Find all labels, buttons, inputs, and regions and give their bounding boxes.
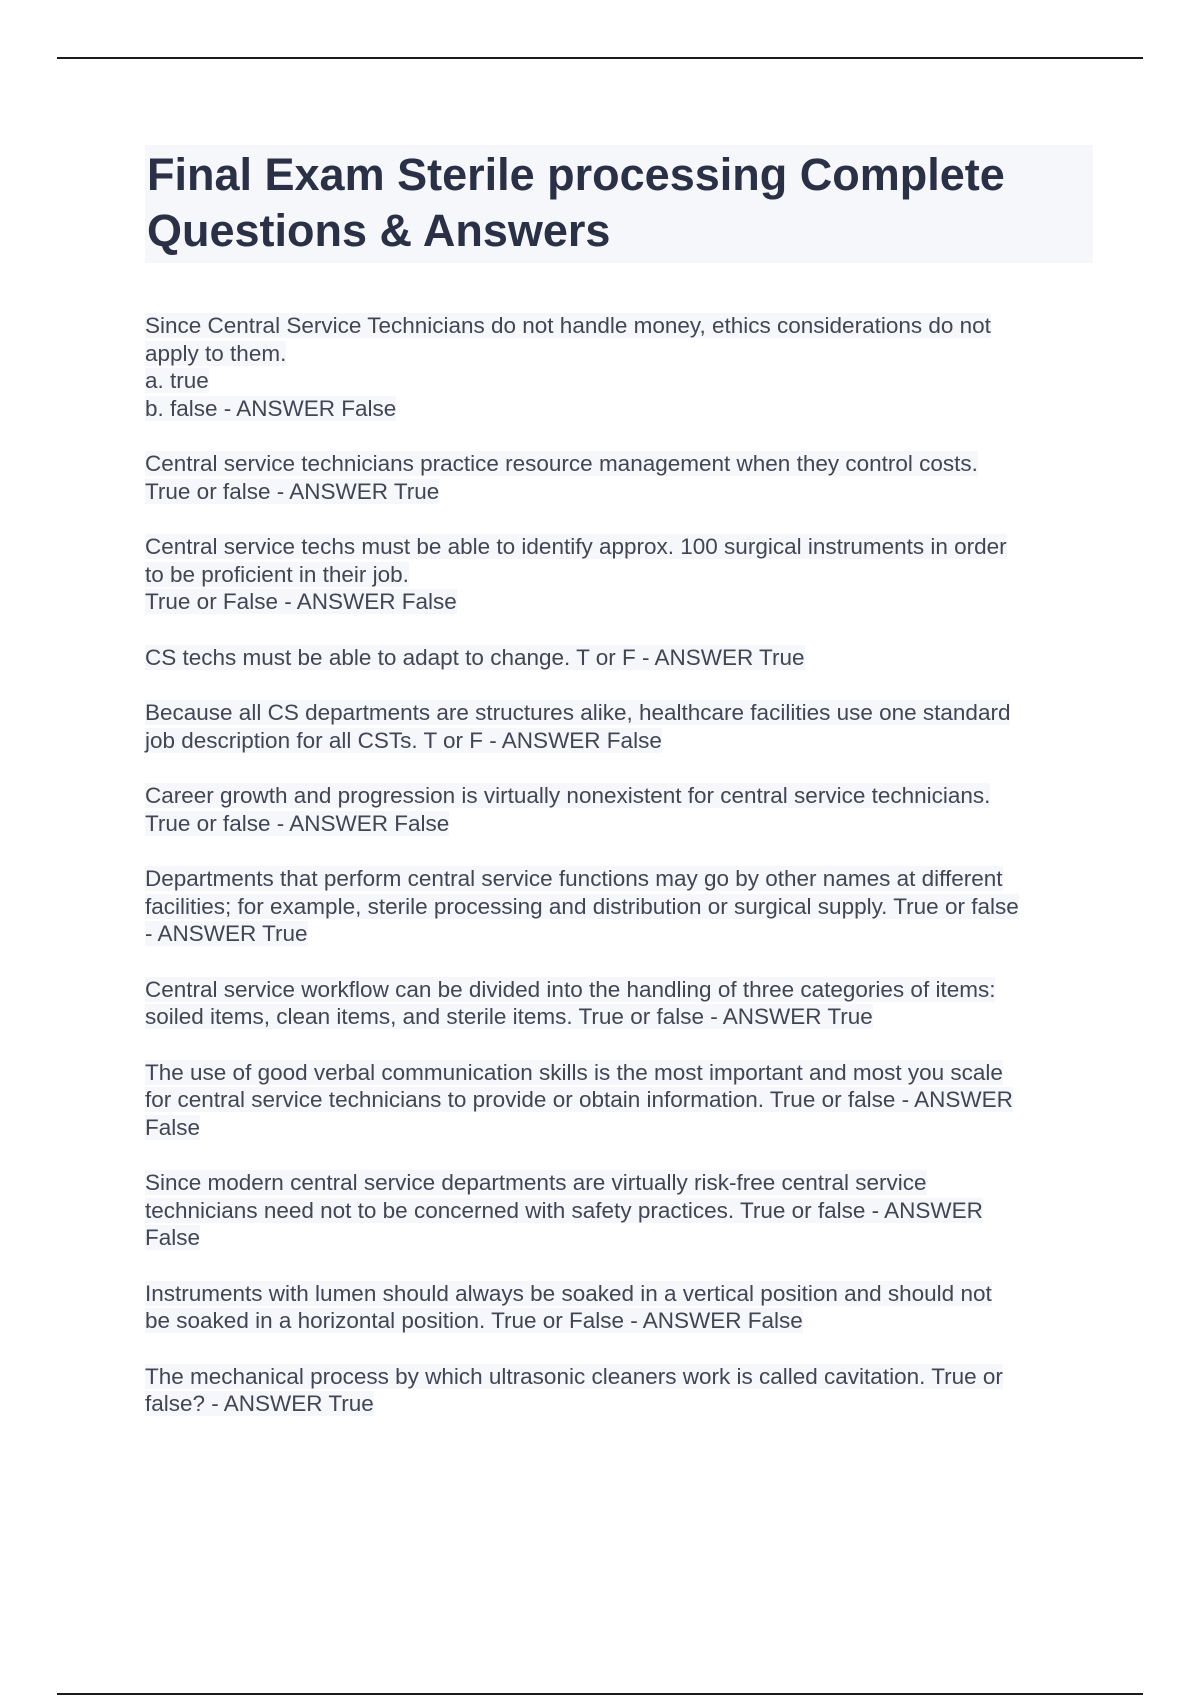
question-text-line xyxy=(145,450,1095,478)
question-text-line xyxy=(145,1307,1095,1335)
question-text: job description for all CSTs. T or F - ANSWER False xyxy=(145,727,662,753)
question-text: True or False - ANSWER False xyxy=(145,589,457,614)
question-answer-item xyxy=(145,1169,1095,1252)
question-text: False xyxy=(145,1225,201,1250)
question-text: The use of good verbal communication skills is the most important and most you scale xyxy=(145,1059,1003,1085)
question-text: Career growth and progression is virtually nonexistent for central service technicians. xyxy=(145,783,991,808)
question-text: Since modern central service departments are virtually risk-free central service xyxy=(145,1170,927,1195)
question-text-line xyxy=(145,1280,1095,1308)
question-text: Central service technicians practice resource management when they control costs. xyxy=(145,451,978,476)
question-text-line xyxy=(145,644,1095,672)
question-text: CS techs must be able to adapt to change. T or F - ANSWER True xyxy=(145,644,805,670)
question-text-line xyxy=(145,312,1095,340)
question-answer-item xyxy=(145,1280,1095,1335)
question-answer-list xyxy=(145,312,1095,1446)
question-text: soiled items, clean items, and sterile items. True or false - ANSWER True xyxy=(145,1004,873,1029)
question-text-line xyxy=(145,865,1095,893)
question-answer-item xyxy=(145,865,1095,948)
question-answer-item xyxy=(145,644,1095,672)
question-text-line xyxy=(145,727,1095,755)
question-text-line xyxy=(145,561,1095,589)
question-text-line xyxy=(145,533,1095,561)
question-text: technicians need not to be concerned with safety practices. True or false - ANSWER xyxy=(145,1197,983,1223)
question-text-line xyxy=(145,1390,1095,1418)
question-text-line xyxy=(145,1224,1095,1252)
question-text: Because all CS departments are structures alike, healthcare facilities use one standard xyxy=(145,700,1011,725)
question-text-line xyxy=(145,478,1095,506)
question-text-line xyxy=(145,782,1095,810)
document-title-line: Questions & Answers xyxy=(147,205,611,256)
question-text-line xyxy=(145,395,1095,423)
document-title-line: Final Exam Sterile processing Complete xyxy=(147,149,1005,200)
document-title-block xyxy=(145,145,1093,263)
question-text-line xyxy=(145,920,1095,948)
question-text: be soaked in a horizontal position. True or False - ANSWER False xyxy=(145,1308,803,1333)
page-top-rule xyxy=(57,57,1143,59)
question-text-line xyxy=(145,1363,1095,1391)
page-bottom-rule xyxy=(57,1693,1143,1695)
question-text: to be proficient in their job. xyxy=(145,561,409,587)
question-text: for central service technicians to provide or obtain information. True or false - ANSWER xyxy=(145,1087,1013,1112)
question-answer-item xyxy=(145,782,1095,837)
document-title xyxy=(147,147,1091,259)
question-text-line xyxy=(145,1059,1095,1087)
question-text: - ANSWER True xyxy=(145,921,308,946)
question-text-line xyxy=(145,699,1095,727)
question-text: Departments that perform central service functions may go by other names at different xyxy=(145,866,1003,891)
question-text: a. true xyxy=(145,368,209,393)
question-text: Central service workflow can be divided into the handling of three categories of items: xyxy=(145,976,996,1002)
question-text: False xyxy=(145,1114,201,1140)
question-answer-item xyxy=(145,1363,1095,1418)
question-text-line xyxy=(145,976,1095,1004)
question-text: Instruments with lumen should always be soaked in a vertical position and should not xyxy=(145,1280,992,1306)
question-answer-item xyxy=(145,976,1095,1031)
question-text-line xyxy=(145,1114,1095,1142)
question-text-line xyxy=(145,1197,1095,1225)
question-text: The mechanical process by which ultrasonic cleaners work is called cavitation. True or xyxy=(145,1363,1003,1389)
question-answer-item xyxy=(145,533,1095,616)
question-text-line xyxy=(145,340,1095,368)
question-text: b. false - ANSWER False xyxy=(145,395,397,421)
question-text-line xyxy=(145,1086,1095,1114)
question-text: facilities; for example, sterile processing and distribution or surgical supply. True or false xyxy=(145,893,1019,919)
question-answer-item xyxy=(145,699,1095,754)
question-answer-item xyxy=(145,450,1095,505)
question-text: Since Central Service Technicians do not handle money, ethics considerations do not xyxy=(145,313,991,338)
question-text: True or false - ANSWER True xyxy=(145,478,440,504)
question-answer-item xyxy=(145,312,1095,422)
question-text: True or false - ANSWER False xyxy=(145,810,450,836)
question-text: Central service techs must be able to identify approx. 100 surgical instruments in order xyxy=(145,534,1007,559)
question-answer-item xyxy=(145,1059,1095,1142)
question-text: false? - ANSWER True xyxy=(145,1391,374,1416)
question-text-line xyxy=(145,810,1095,838)
question-text: apply to them. xyxy=(145,340,287,366)
question-text-line xyxy=(145,367,1095,395)
question-text-line xyxy=(145,1003,1095,1031)
question-text-line xyxy=(145,1169,1095,1197)
question-text-line xyxy=(145,893,1095,921)
question-text-line xyxy=(145,588,1095,616)
